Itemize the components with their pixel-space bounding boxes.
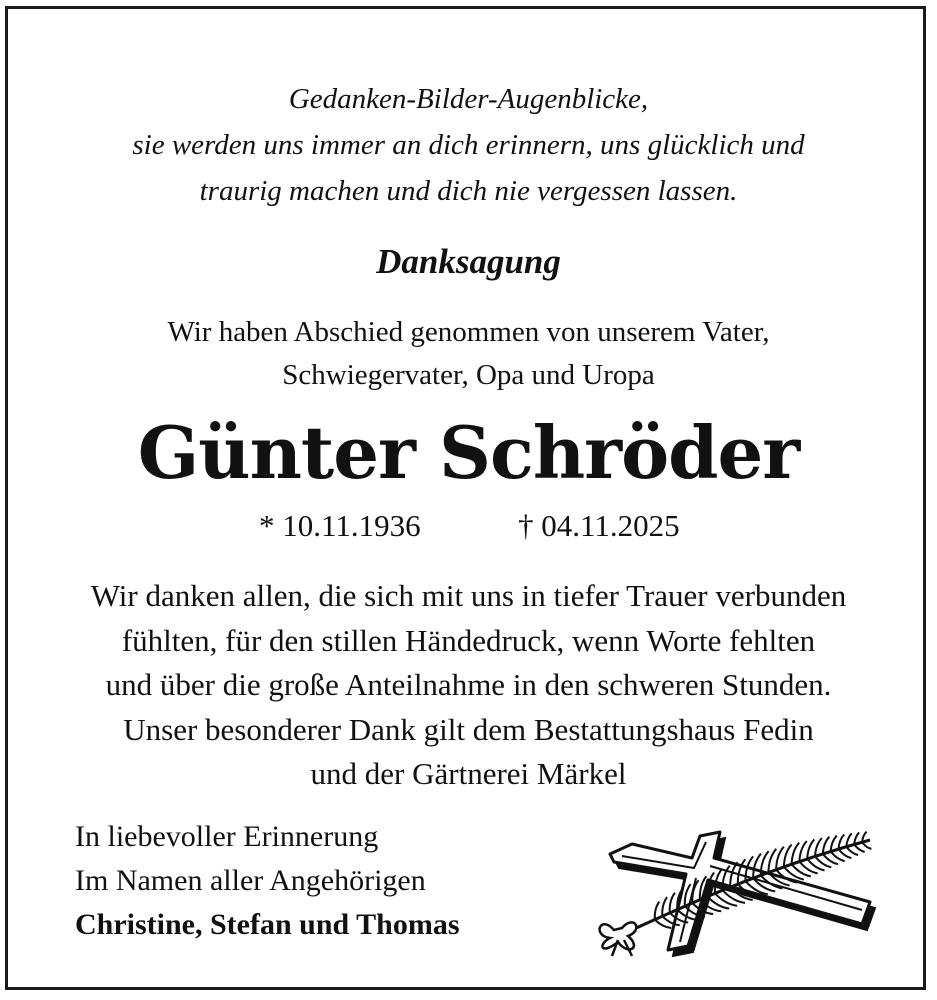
- cross-with-palm-frond-and-bow-icon: [570, 818, 890, 958]
- thanks-line-4: Unser besonderer Dank gilt dem Bestattungshaus Fedin: [123, 711, 814, 747]
- intro-line-1: Wir haben Abschied genommen von unserem Vater,: [167, 316, 770, 348]
- memorial-poem: [0, 76, 937, 214]
- deceased-name: Günter Schröder: [137, 410, 800, 495]
- thanks-text: [0, 574, 937, 797]
- poem-line-3: traurig machen und dich nie vergessen lassen.: [199, 175, 738, 207]
- intro-text: [0, 311, 937, 397]
- birth-date: * 10.11.1936: [259, 508, 421, 543]
- thanks-line-3: und über die große Anteilnahme in den schweren Stunden.: [105, 667, 832, 702]
- thanks-line-1: Wir danken allen, die sich mit uns in tiefer Trauer verbunden: [90, 578, 847, 613]
- notice-heading: Danksagung: [376, 242, 561, 281]
- palm-leaflet: [815, 856, 831, 867]
- palm-leaflet: [807, 859, 824, 871]
- poem-line-1: Gedanken-Bilder-Augenblicke,: [288, 83, 649, 115]
- palm-leaflet: [854, 844, 865, 852]
- signoff-line-2: Im Namen aller Angehörigen: [75, 864, 426, 897]
- palm-leaflet: [862, 842, 871, 849]
- thanks-line-2: fühlten, für den stillen Händedruck, wenn Worte fehlten: [121, 622, 816, 658]
- death-date: † 04.11.2025: [518, 508, 680, 543]
- signoff-block: [75, 815, 460, 947]
- intro-line-2: Schwiegervater, Opa und Uropa: [282, 359, 655, 391]
- poem-line-2: sie werden uns immer an dich erinnern, uns glücklich und: [132, 129, 805, 161]
- signoff-line-1: In liebevoller Erinnerung: [75, 820, 379, 853]
- mourner-names: Christine, Stefan und Thomas: [75, 908, 460, 941]
- thanks-line-5: und der Gärtnerei Märkel: [310, 756, 627, 791]
